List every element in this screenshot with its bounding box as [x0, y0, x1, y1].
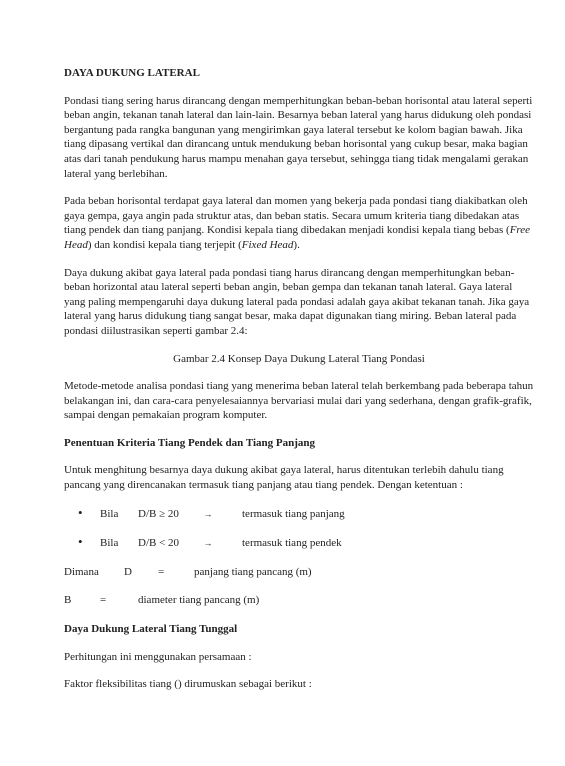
definition-equals: = — [100, 594, 107, 607]
right-arrow-icon: → — [203, 538, 213, 549]
definition-text: diameter tiang pancang (m) — [138, 594, 260, 607]
paragraph-2-text-a: Pada beban horisontal terdapat gaya lateral dan momen yang bekerja pada pondasi tiang diakibatkan oleh gaya gempa, gaya angin pada struktur atas, dan beban statis. Secara umum kriteria tiang dibedakan atas tiang pendek dan tiang panjang. Kondisi kepala tiang dibedakan menjadi kondisi kepala tiang bebas ( — [64, 195, 528, 237]
condition-word: Bila — [100, 537, 119, 550]
definition-symbol: B — [64, 594, 72, 607]
paragraph-5: Untuk menghitung besarnya daya dukung akibat gaya lateral, harus ditentukan terlebih dahulu tiang pancang yang direncanakan termasuk tiang panjang atau tiang pendek. Dengan ketentuan : — [64, 464, 504, 492]
fixed-head-term: Fixed Head — [241, 238, 294, 251]
free-head-term: Free Head — [64, 224, 531, 251]
paragraph-4: Metode-metode analisa pondasi tiang yang menerima beban lateral telah berkembang pada beberapa tahun belakangan ini, dan cara-cara penyelesaiannya bervariasi mulai dari yang sederhana, dengan grafik-grafik, sampai dengan pemakaian program komputer. — [64, 380, 534, 422]
list-item — [64, 506, 534, 522]
section-heading-criteria: Penentuan Kriteria Tiang Pendek dan Tiang Panjang — [64, 436, 316, 449]
definition-row-b — [64, 593, 534, 608]
condition-expression: D/B < 20 — [138, 537, 180, 550]
document-page — [64, 66, 534, 705]
figure-caption: Gambar 2.4 Konsep Daya Dukung Lateral Tiang Pondasi — [173, 352, 425, 365]
condition-word: Bila — [100, 507, 119, 520]
bullet-icon: • — [78, 504, 83, 520]
paragraph-2-text-b: ) dan kondisi kepala tiang terjepit ( — [87, 238, 242, 251]
paragraph-2 — [64, 194, 534, 252]
list-item — [64, 535, 534, 551]
document-title: DAYA DUKUNG LATERAL — [64, 67, 200, 79]
definition-label: Dimana — [64, 565, 99, 578]
right-arrow-icon: → — [203, 508, 213, 519]
paragraph-2-text-c: ). — [293, 238, 300, 251]
condition-result: termasuk tiang pendek — [242, 537, 342, 550]
bullet-icon: • — [78, 534, 83, 550]
definition-row-d — [64, 565, 534, 580]
paragraph-1: Pondasi tiang sering harus dirancang dengan memperhitungkan beban-beban horisontal atau lateral seperti beban angin, tekanan tanah lateral dan lain-lain. Besarnya beban lateral yang harus didukung oleh pondasi bergantung pada rangka bangunan yang mengirimkan gaya lateral tersebut ke kolom bagian bawah. Jika tiang dipasang vertikal dan dirancang untuk mendukung beban horisontal yang cukup besar, maka bagian atas dari tanah pendukung harus mampu menahan gaya tersebut, sehingga tiang tidak mengalami gerakan lateral yang berlebihan. — [64, 94, 533, 180]
condition-result: termasuk tiang panjang — [242, 507, 345, 520]
paragraph-6: Perhitungan ini menggunakan persamaan : — [64, 650, 252, 663]
definition-text: panjang tiang pancang (m) — [194, 565, 312, 578]
definition-equals: = — [158, 565, 165, 578]
condition-expression: D/B ≥ 20 — [138, 507, 179, 520]
paragraph-7: Faktor fleksibilitas tiang () dirumuskan sebagai berikut : — [64, 678, 312, 691]
definition-symbol: D — [124, 565, 132, 578]
paragraph-3: Daya dukung akibat gaya lateral pada pondasi tiang harus dirancang dengan memperhitungkan beban-beban horizontal atau lateral seperti beban angin, beban gempa dan tekanan tanah lateral. Gaya lateral yang paling mempengaruhi daya dukung lateral pada pondasi adalah gaya akibat tekanan tanah. Jika gaya lateral yang harus didukung tiang sangat besar, maka dapat digunakan tiang miring. Beban lateral pada pondasi diilustrasikan seperti gambar 2.4: — [64, 266, 530, 337]
section-heading-single-pile: Daya Dukung Lateral Tiang Tunggal — [64, 623, 238, 636]
